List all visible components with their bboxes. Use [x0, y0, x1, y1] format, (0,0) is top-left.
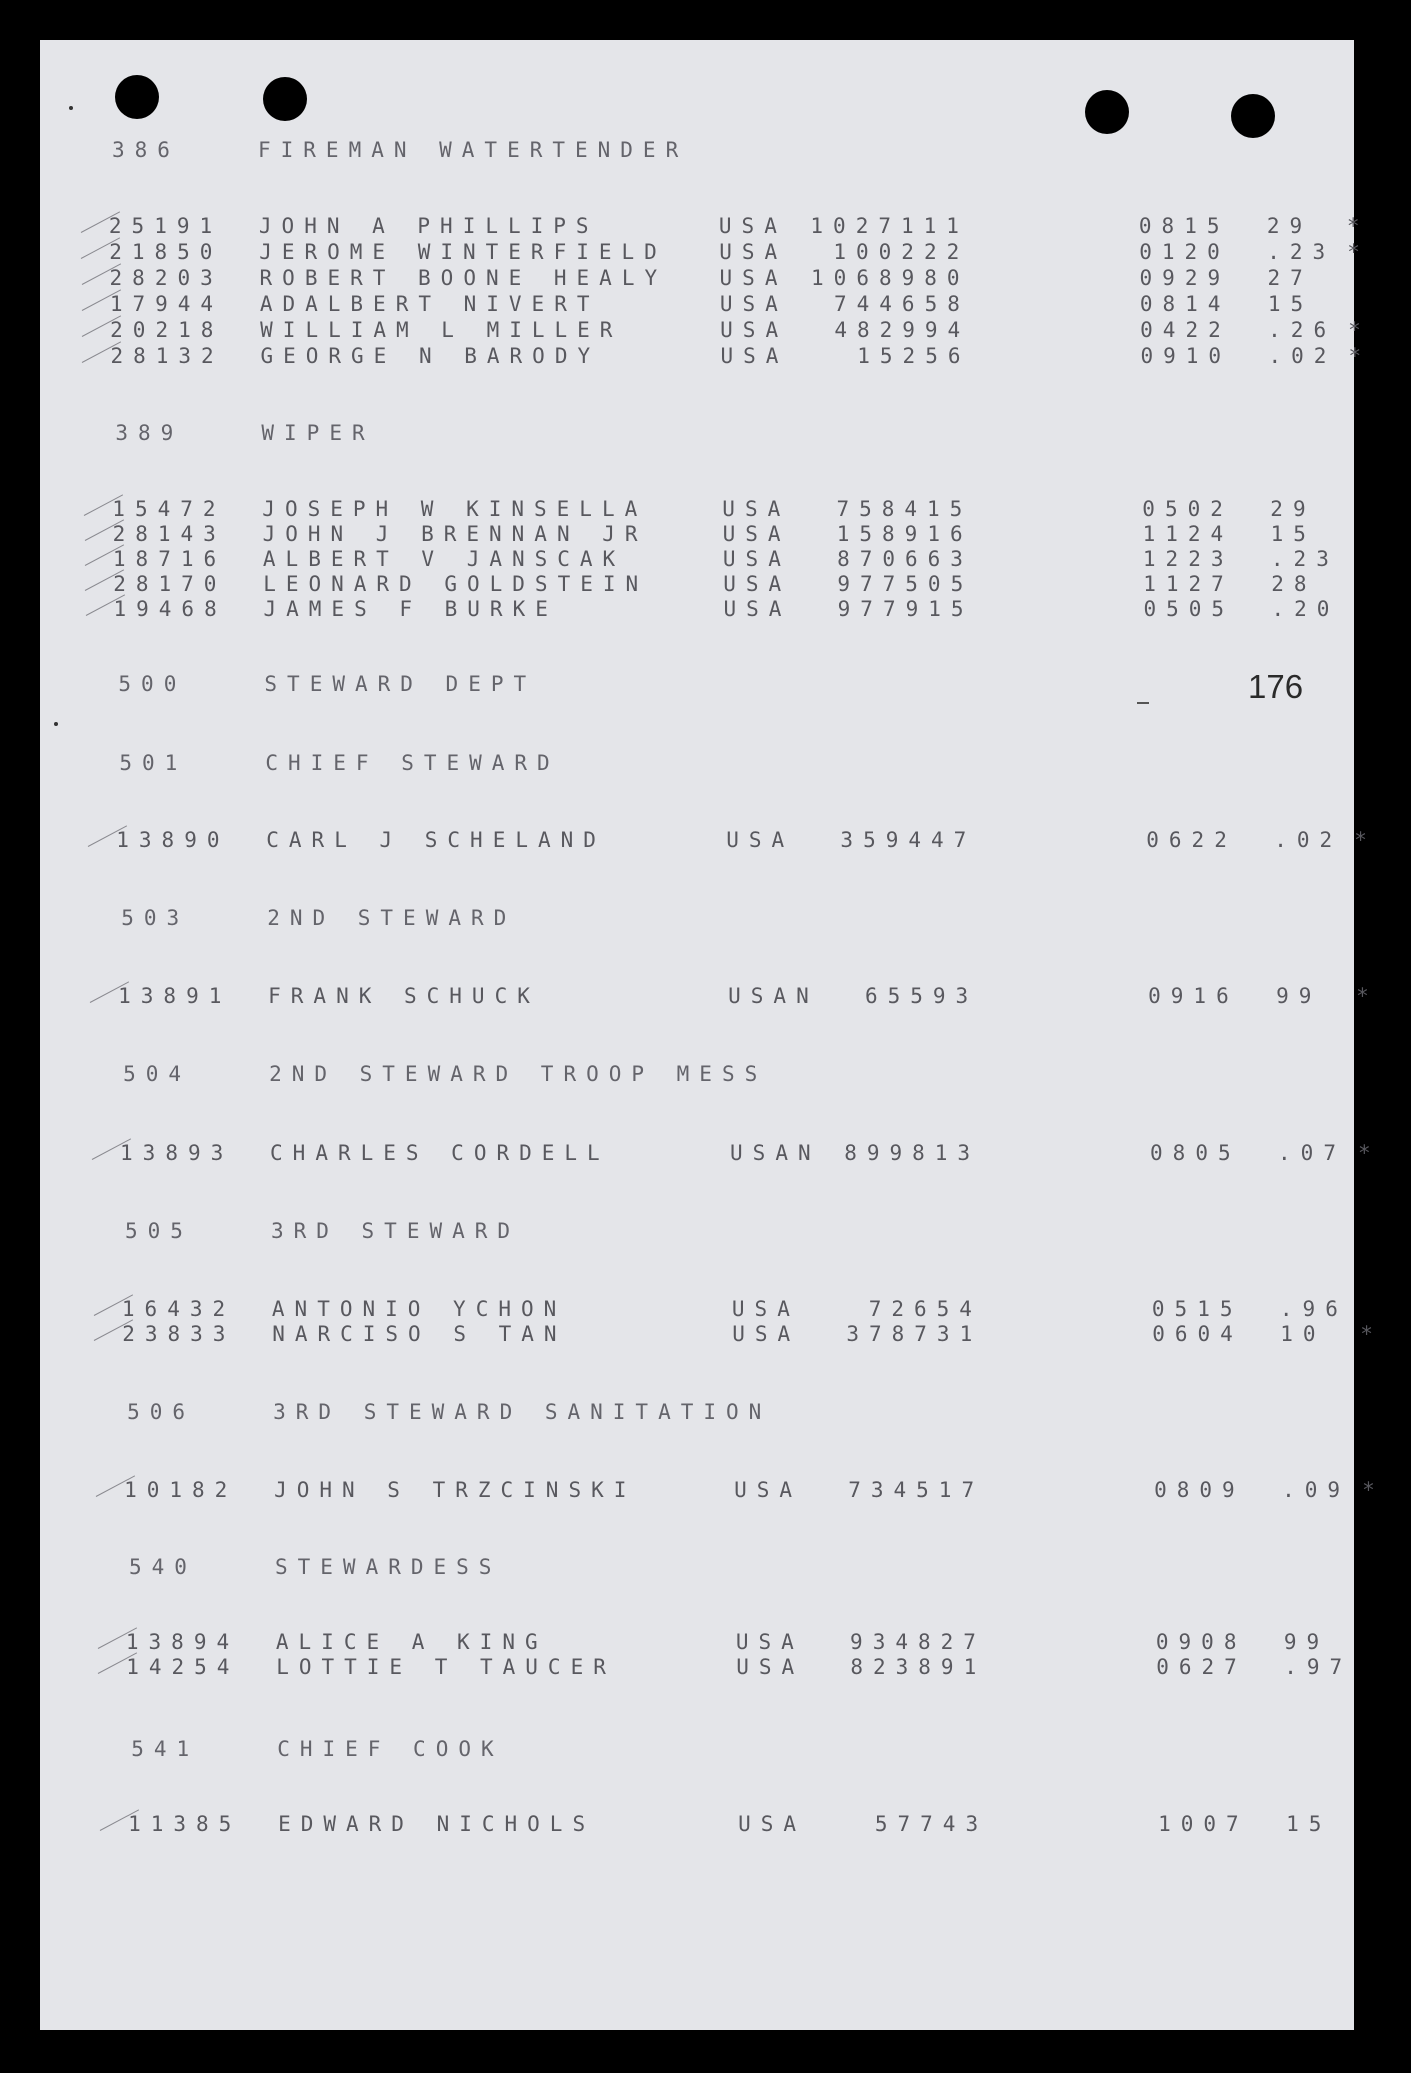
section-title: CHIEF STEWARD — [265, 751, 560, 775]
asterisk-mark: * — [1360, 1322, 1383, 1346]
crew-name: CHARLES CORDELL — [270, 1141, 610, 1165]
document-number: 1027111 — [810, 214, 969, 238]
section-code: 501 — [119, 751, 188, 775]
section-code: 386 — [112, 138, 180, 162]
page-number: 176 — [1248, 668, 1304, 705]
date-code: 0815 — [1138, 214, 1230, 238]
asterisk-mark: * — [1348, 318, 1371, 342]
date-code: 0910 — [1140, 344, 1232, 368]
document-number: 734517 — [848, 1478, 985, 1502]
crew-id: 28203 — [109, 266, 223, 290]
document-number: 72654 — [868, 1297, 982, 1321]
crew-id: 13890 — [116, 828, 230, 852]
asterisk-mark: * — [1346, 214, 1370, 238]
nationality: USA — [723, 572, 792, 596]
asterisk-mark: * — [1362, 1478, 1385, 1502]
section-title: STEWARDESS — [275, 1555, 502, 1579]
crew-id: 23833 — [122, 1322, 236, 1346]
asterisk-mark: * — [1354, 828, 1377, 852]
section-title: FIREMAN WATERTENDER — [258, 138, 689, 162]
nationality: USA — [723, 597, 792, 621]
nationality: USA — [719, 240, 788, 264]
date-code: 0622 — [1146, 828, 1237, 852]
document-number: 158916 — [836, 522, 973, 546]
crew-id: 21850 — [109, 240, 223, 264]
crew-name: NARCISO S TAN — [272, 1322, 567, 1346]
date-code: 0908 — [1155, 1630, 1247, 1654]
document-number: 744658 — [834, 292, 970, 316]
crew-id: 25191 — [108, 214, 223, 238]
crew-id: 19468 — [113, 597, 227, 621]
section-code: 389 — [115, 421, 184, 445]
value-code: 99 — [1276, 984, 1322, 1008]
nationality: USAN — [730, 1141, 821, 1165]
document-number: 758415 — [836, 497, 973, 521]
value-code: 27 — [1267, 266, 1313, 290]
crew-id: 14254 — [126, 1655, 240, 1679]
document-number: 870663 — [837, 547, 973, 571]
asterisk-mark: * — [1356, 984, 1379, 1008]
crew-name: EDWARD NICHOLS — [278, 1812, 596, 1836]
section-title: 2ND STEWARD TROOP MESS — [269, 1062, 768, 1086]
crew-id: 10182 — [124, 1478, 238, 1502]
date-code: 0422 — [1140, 318, 1231, 342]
date-code: 0502 — [1142, 497, 1233, 521]
value-code: 15 — [1270, 522, 1316, 546]
section-code: 500 — [118, 672, 187, 696]
crew-name: ADALBERT NIVERT — [259, 292, 600, 316]
nationality: USA — [719, 266, 788, 290]
crew-id: 28170 — [113, 572, 227, 596]
document-number: 378731 — [846, 1322, 983, 1346]
section-code: 504 — [123, 1062, 192, 1086]
value-code: 29 — [1270, 497, 1316, 521]
nationality: USA — [722, 497, 791, 521]
value-code: .96 — [1279, 1297, 1348, 1321]
value-code: 29 — [1266, 214, 1313, 238]
crew-id: 13893 — [120, 1141, 234, 1165]
section-code: 540 — [129, 1555, 197, 1579]
document-number: 65593 — [864, 984, 979, 1008]
crew-name: JOSEPH W KINSELLA — [262, 497, 648, 521]
date-code: 1124 — [1142, 522, 1234, 546]
section-code: 506 — [127, 1400, 196, 1424]
crew-name: JOHN A PHILLIPS — [258, 214, 599, 238]
crew-name: FRANK SCHUCK — [268, 984, 540, 1008]
value-code: .02 — [1274, 828, 1343, 852]
date-code: 0916 — [1148, 984, 1239, 1008]
nationality: USA — [719, 292, 788, 316]
crew-id: 28132 — [110, 344, 224, 368]
crew-id: 17944 — [109, 292, 224, 316]
crew-name: ROBERT BOONE HEALY — [259, 266, 668, 290]
value-code: 15 — [1286, 1812, 1332, 1836]
document-number: 823891 — [850, 1655, 987, 1679]
nationality: USA — [734, 1478, 803, 1502]
crew-id: 16432 — [121, 1297, 236, 1321]
crew-id: 13891 — [118, 984, 232, 1008]
speck — [69, 106, 73, 110]
date-code: 0814 — [1139, 292, 1231, 316]
section-code: 541 — [131, 1737, 200, 1761]
date-code: 0515 — [1151, 1297, 1243, 1321]
value-code: 15 — [1267, 292, 1314, 316]
crew-id: 13894 — [125, 1630, 240, 1654]
date-code: 0929 — [1139, 266, 1231, 290]
section-title: STEWARD DEPT — [264, 672, 537, 696]
nationality: USAN — [728, 984, 819, 1008]
crew-id: 11385 — [128, 1812, 242, 1836]
crew-name: ALICE A KING — [275, 1630, 548, 1654]
asterisk-mark: * — [1348, 344, 1372, 368]
section-code: 505 — [124, 1219, 193, 1243]
document-number: 359447 — [840, 828, 977, 852]
crew-name: ANTONIO YCHON — [271, 1297, 567, 1321]
document-number: 899813 — [844, 1141, 981, 1165]
date-code: 0809 — [1154, 1478, 1245, 1502]
nationality: USA — [722, 522, 791, 546]
nationality: USA — [731, 1297, 800, 1321]
document-number: 934827 — [850, 1630, 986, 1654]
value-code: .23 — [1267, 240, 1336, 264]
date-code: 0120 — [1139, 240, 1230, 264]
punch-hole-1 — [115, 75, 159, 119]
date-code: 0627 — [1156, 1655, 1247, 1679]
crew-name: JAMES F BURKE — [263, 597, 558, 621]
value-code: .20 — [1271, 597, 1340, 621]
document-number: 977915 — [837, 597, 974, 621]
crew-name: GEORGE N BARODY — [260, 344, 601, 368]
date-code: 1007 — [1158, 1812, 1249, 1836]
value-code: 99 — [1283, 1630, 1330, 1654]
section-title: 2ND STEWARD — [267, 906, 517, 930]
date-code: 0505 — [1143, 597, 1235, 621]
crew-id: 28143 — [112, 522, 226, 546]
value-code: .97 — [1284, 1655, 1353, 1679]
section-code: 503 — [121, 906, 190, 930]
date-code: 1223 — [1142, 547, 1234, 571]
value-code: .23 — [1270, 547, 1339, 571]
crew-name: ALBERT V JANSCAK — [262, 547, 626, 571]
crew-name: JOHN S TRZCINSKI — [274, 1478, 637, 1502]
asterisk-mark: * — [1358, 1141, 1381, 1165]
nationality: USA — [722, 547, 791, 571]
nationality: USA — [736, 1655, 805, 1679]
dash-mark — [1137, 702, 1149, 704]
crew-name: JOHN J BRENNAN JR — [262, 522, 648, 546]
punch-hole-4 — [1231, 94, 1275, 138]
value-code: .09 — [1282, 1478, 1351, 1502]
value-code: 28 — [1271, 572, 1317, 596]
date-code: 0604 — [1152, 1322, 1243, 1346]
section-title: 3RD STEWARD — [270, 1219, 521, 1243]
nationality: USA — [720, 344, 789, 368]
document-number: 100222 — [833, 240, 970, 264]
value-code: .02 — [1268, 344, 1337, 368]
nationality: USA — [720, 318, 789, 342]
value-code: .07 — [1278, 1141, 1346, 1165]
section-title: CHIEF COOK — [277, 1737, 504, 1761]
document-number: 15256 — [857, 344, 971, 368]
section-title: WIPER — [261, 421, 375, 445]
section-title: 3RD STEWARD SANITATION — [273, 1400, 772, 1424]
crew-id: 18716 — [112, 547, 227, 571]
document-number: 977505 — [837, 572, 974, 596]
speck — [54, 722, 58, 726]
nationality: USA — [732, 1322, 801, 1346]
value-code: .26 — [1268, 318, 1337, 342]
asterisk-mark: * — [1347, 240, 1370, 264]
nationality: USA — [718, 214, 787, 238]
crew-id: 20218 — [110, 318, 224, 342]
crew-id: 15472 — [112, 497, 226, 521]
crew-name: LEONARD GOLDSTEIN — [263, 572, 649, 596]
document-number: 1068980 — [811, 266, 970, 290]
date-code: 1127 — [1143, 572, 1234, 596]
punch-hole-2 — [263, 77, 307, 121]
document-number: 482994 — [834, 318, 971, 342]
punch-hole-3 — [1085, 90, 1129, 134]
crew-name: LOTTIE T TAUCER — [276, 1655, 616, 1679]
nationality: USA — [735, 1630, 804, 1654]
crew-name: JEROME WINTERFIELD — [259, 240, 667, 264]
crew-name: CARL J SCHELAND — [266, 828, 606, 852]
nationality: USA — [726, 828, 795, 852]
date-code: 0805 — [1150, 1141, 1241, 1165]
value-code: 10 — [1280, 1322, 1326, 1346]
crew-name: WILLIAM L MILLER — [260, 318, 623, 342]
document-number: 57743 — [874, 1812, 989, 1836]
nationality: USA — [738, 1812, 807, 1836]
